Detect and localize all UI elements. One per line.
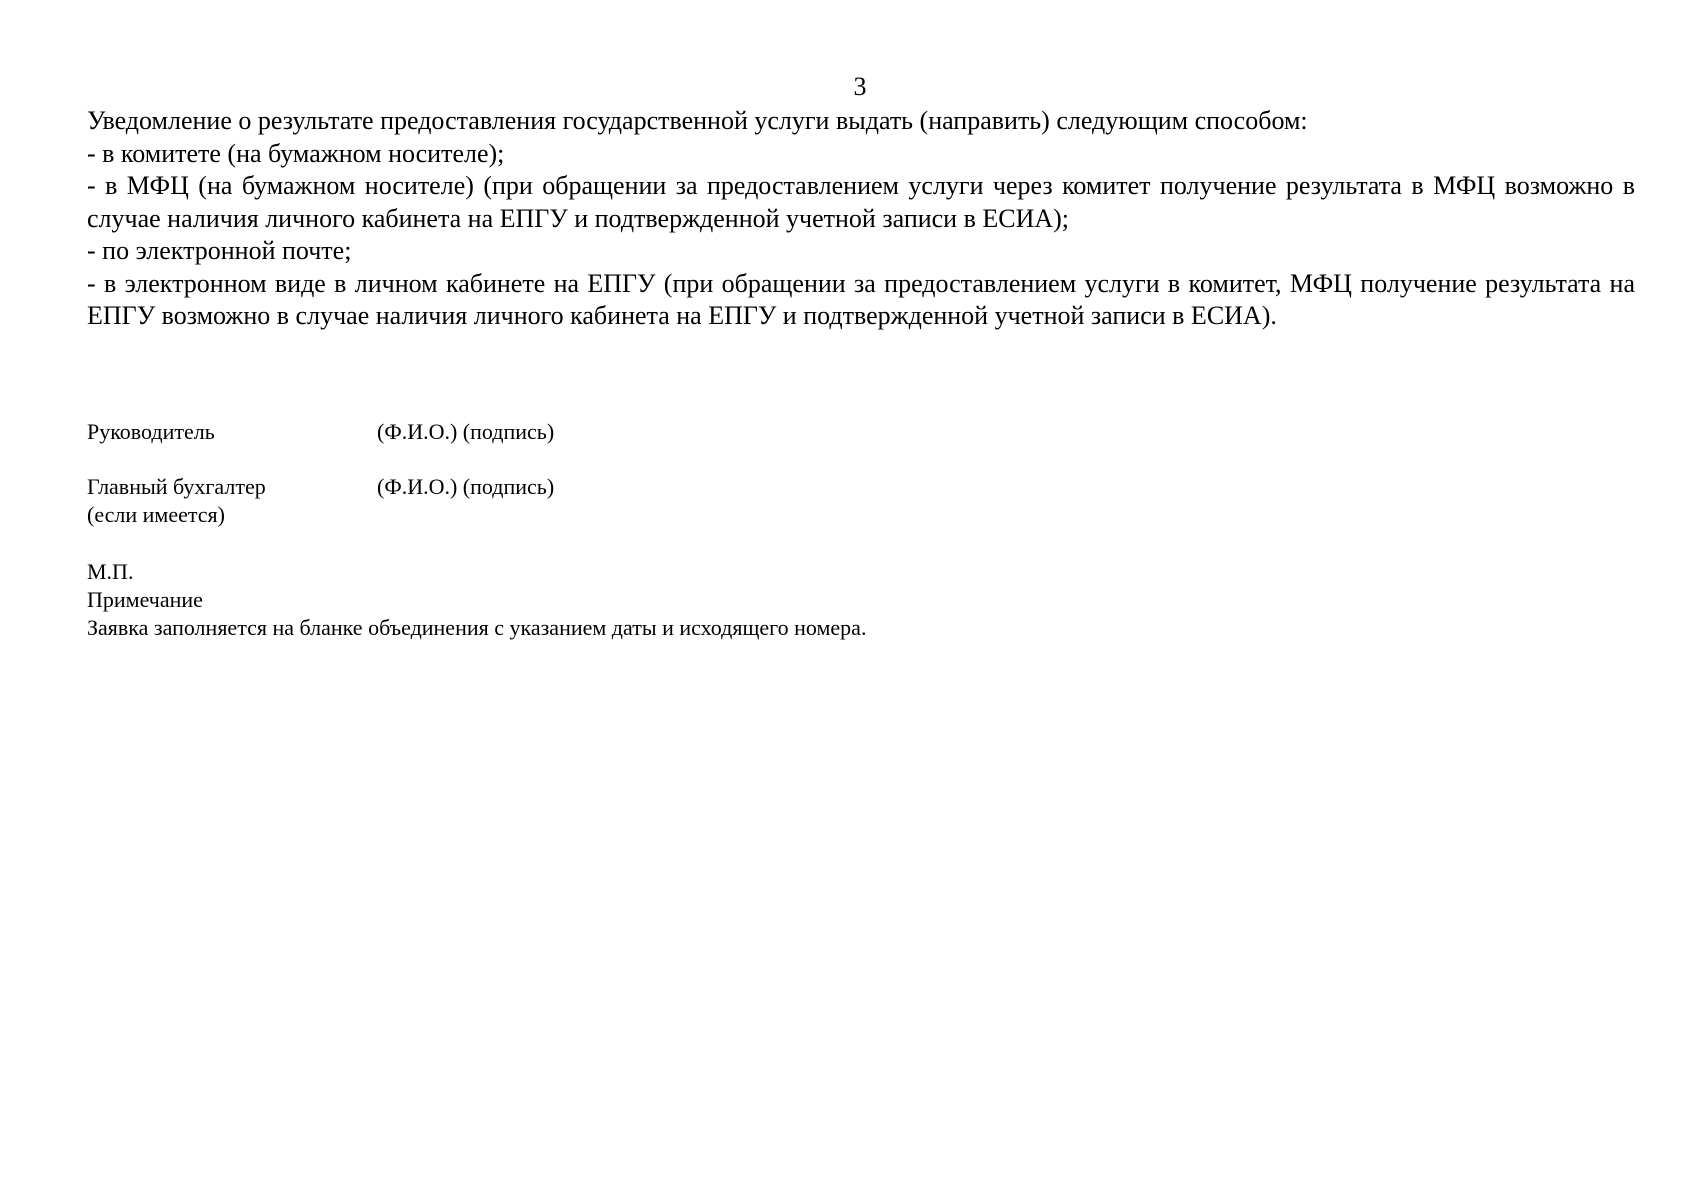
method-email: - по электронной почте; — [87, 236, 352, 265]
notification-methods-block — [87, 105, 1635, 333]
signature-row-head — [87, 418, 987, 446]
head-signature-fields: (Ф.И.О.) (подпись) — [377, 419, 555, 444]
stamp-place-label: М.П. — [87, 559, 134, 584]
signature-row-accountant — [87, 473, 987, 529]
note-text: Заявка заполняется на бланке объединения с указанием даты и исходящего номера. — [87, 615, 867, 640]
notification-intro-paragraph: Уведомление о результате предоставления государственной услуги выдать (направить) следующим способом: — [87, 106, 1308, 135]
accountant-role-note: (если имеется) — [87, 502, 225, 527]
signature-role — [87, 418, 377, 446]
head-role-label: Руководитель — [87, 419, 215, 444]
accountant-signature-fields: (Ф.И.О.) (подпись) — [377, 474, 555, 499]
method-mfc-paper: - в МФЦ (на бумажном носителе) (при обращении за предоставлением услуги через комитет получение результата в МФЦ возможно в случае наличия личного кабинета на ЕПГУ и подтвержденной учетной записи в ЕСИА); — [87, 171, 1635, 233]
method-committee-paper: - в комитете (на бумажном носителе); — [87, 138, 505, 168]
page-number: 3 — [853, 72, 867, 101]
accountant-role-label: Главный бухгалтер — [87, 474, 266, 499]
signatures-block — [87, 418, 987, 529]
method-epgu-electronic: - в электронном виде в личном кабинете на ЕПГУ (при обращении за предоставлением услуги в комитет, МФЦ получение результата на ЕПГУ возможно в случае наличия личного кабинета на ЕПГУ и подтвержденной учетной записи в ЕСИА). — [87, 268, 1635, 330]
signature-role — [87, 473, 377, 529]
notes-block — [87, 558, 1087, 642]
note-title: Примечание — [87, 587, 203, 612]
